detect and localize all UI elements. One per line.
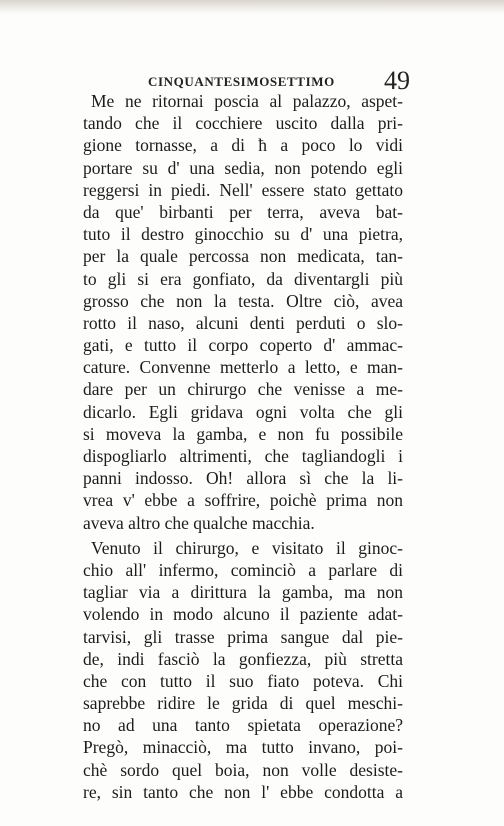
text-line: saprebbe ridire le grida di quel meschi- [83,693,403,714]
text-line: panni indosso. Oh! allora sì che la li- [83,468,403,489]
text-line: portare su d' una sedia, non potendo egli [83,157,403,178]
text-line: no ad una tanto spietata operazione? [83,715,403,736]
text-line: si moveva la gamba, e non fu possibile [83,423,403,444]
text-line: tando che il cocchiere uscito dalla pri- [83,113,403,134]
text-line: tuto il destro ginocchio su d' una pietra, [83,224,403,245]
text-line: cature. Convenne metterlo a letto, e man- [83,357,403,378]
text-line: Venuto il chirurgo, e visitato il ginoc- [91,537,403,558]
text-line: tarvisi, gli trasse prima sangue dal pie- [83,626,403,647]
text-line: chè sordo quel boia, non volle desiste- [83,759,403,780]
text-line: tagliar via a dirittura la gamba, ma non [83,582,403,603]
text-line: gati, e tutto il corpo coperto d' ammac- [83,335,403,356]
text-line: grosso che non la testa. Oltre ciò, avea [83,290,403,311]
text-line: chio all' infermo, cominciò a parlare di [83,559,403,580]
text-line: reggersi in piedi. Nell' essere stato gettato [83,179,403,200]
text-line: vrea v' ebbe a soffrire, poichè prima non [83,490,403,511]
text-line: da que' birbanti per terra, aveva bat- [83,201,403,222]
text-line: dare per un chirurgo che venisse a me- [83,379,403,400]
text-line: rotto il naso, alcuni denti perduti o slo- [83,312,403,333]
text-line: de, indi fasciò la gonfiezza, più stretta [83,648,403,669]
text-line: dicarlo. Egli gridava ogni volta che gli [83,401,403,422]
text-line: aveva altro che qualche macchia. [83,512,315,533]
text-line: dispogliarlo altrimenti, che tagliandogli i [83,446,403,466]
page-number: 49 [384,66,410,95]
text-line: re, sin tanto che non l' ebbe condotta a [83,781,403,802]
text-line: Pregò, minacciò, ma tutto invano, poi- [83,737,403,758]
text-line: che con tutto il suo fiato poteva. Chi [83,670,403,691]
text-line: per la quale percossa non medicata, tan- [83,246,403,267]
text-line: gione tornasse, a di ħ a poco lo vidi [83,135,403,156]
running-head: CINQUANTESIMOSETTIMO [148,74,335,89]
text-line: Me ne ritornai poscia al palazzo, aspet- [91,91,403,111]
paragraph-2 [83,537,403,803]
text-line: volendo in modo alcuno il paziente adat- [83,604,403,625]
body-text [83,90,403,803]
paragraph-1 [83,90,403,534]
text-line: to gli si era gonfiato, da diventargli più [83,268,403,289]
